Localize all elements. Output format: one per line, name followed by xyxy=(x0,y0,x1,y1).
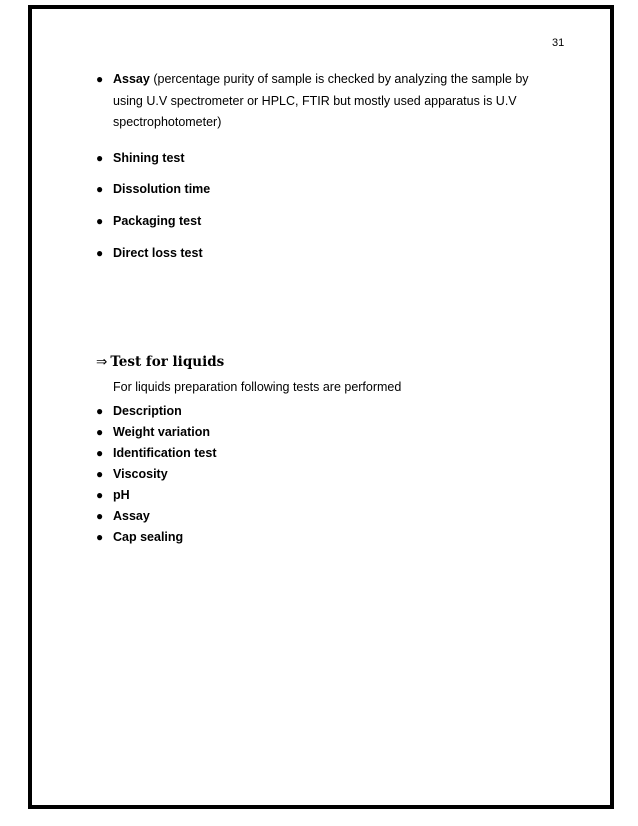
bullet-icon: ● xyxy=(96,488,104,502)
bullet-icon: ● xyxy=(96,530,104,544)
bullet-icon: ● xyxy=(96,509,104,523)
list-item-label: Viscosity xyxy=(113,467,168,481)
list-item-detail: spectrophotometer) xyxy=(113,115,222,129)
list-item-label: Weight variation xyxy=(113,425,211,439)
list-item-label: Assay xyxy=(113,72,150,86)
page-number: 31 xyxy=(552,37,565,49)
bullet-icon: ● xyxy=(96,72,104,86)
bullet-icon: ● xyxy=(96,425,104,439)
bullet-icon: ● xyxy=(96,446,104,460)
list-item-label: pH xyxy=(113,488,130,502)
list-item-label: Dissolution time xyxy=(113,182,211,196)
list-item-detail: (percentage purity of sample is checked by analyzing the sample by xyxy=(153,72,529,86)
list-item-label: Cap sealing xyxy=(113,530,184,544)
bullet-icon: ● xyxy=(96,467,104,481)
list-item-label: Direct loss test xyxy=(113,246,203,260)
bullet-icon: ● xyxy=(96,246,104,260)
bullet-icon: ● xyxy=(96,182,104,196)
list-item-label: Identification test xyxy=(113,446,217,460)
section-intro: For liquids preparation following tests are performed xyxy=(113,380,402,394)
list-item-label: Assay xyxy=(113,509,150,523)
bullet-icon: ● xyxy=(96,404,104,418)
list-item-label: Shining test xyxy=(113,151,185,165)
list-item-label: Description xyxy=(113,404,182,418)
list-item-detail: using U.V spectrometer or HPLC, FTIR but mostly used apparatus is U.V xyxy=(113,93,517,108)
list-item-label: Packaging test xyxy=(113,214,202,228)
bullet-icon: ● xyxy=(96,214,104,228)
bullet-icon: ● xyxy=(96,151,104,165)
section-heading xyxy=(96,354,224,370)
implies-arrow-icon: ⇒ xyxy=(96,354,108,370)
section-heading-text: Test for liquids xyxy=(110,354,225,370)
